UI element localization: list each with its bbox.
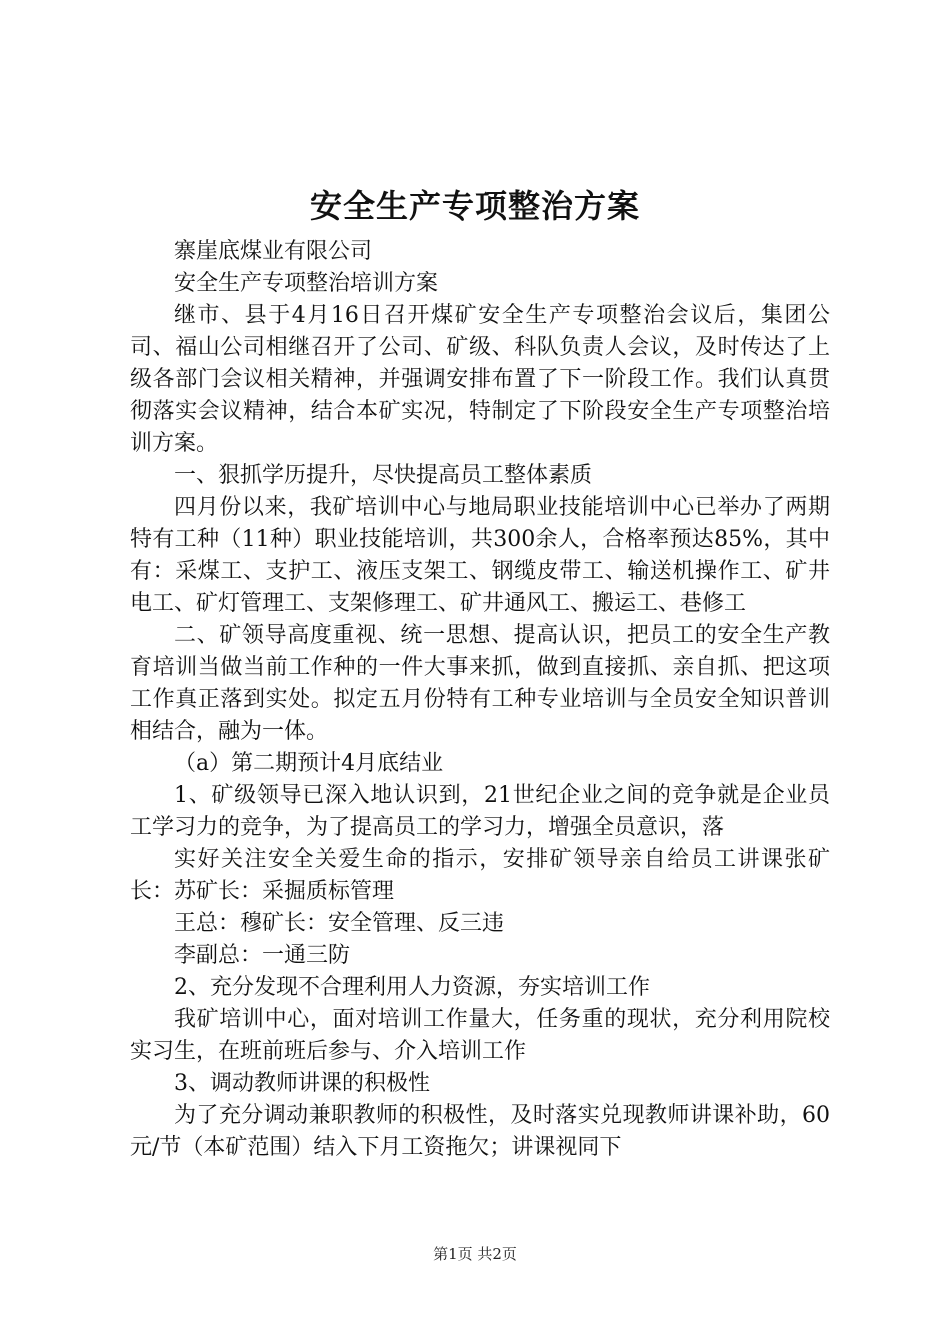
paragraph-training-summary: 四月份以来，我矿培训中心与地局职业技能培训中心已举办了两期特有工种（11种）职业技能培训，共300余人，合格率预达85%，其中有：采煤工、支护工、液压支架工、钢缆皮带工、输送机操作工、矿井电工、矿灯管理工、支架修理工、矿井通风工、搬运工、巷修工 — [130, 495, 830, 616]
item-3-detail: 为了充分调动兼职教师的积极性，及时落实兑现教师讲课补助，60元/节（本矿范围）结入下月工资拖欠；讲课视同下 — [130, 1103, 830, 1160]
subsection-a: （a）第二期预计4月底结业 — [174, 751, 444, 776]
document-title: 安全生产专项整治方案 — [309, 187, 640, 225]
paragraph-intro: 继市、县于4月16日召开煤矿安全生产专项整治会议后，集团公司、福山公司相继召开了公司、矿级、科队负责人会议，及时传达了上级各部门会议相关精神，并强调安排布置了下一阶段工作。我们认真贯彻落实会议精神，结合本矿实况，特制定了下阶段安全生产专项整治培训方案。 — [130, 303, 830, 456]
item-1: 1、矿级领导已深入地认识到，21世纪企业之间的竞争就是企业员工学习力的竞争，为了提高员工的学习力，增强全员意识，落 — [130, 783, 830, 840]
lecturer-line-2: 李副总：一通三防 — [174, 943, 351, 968]
section-heading-2: 二、矿领导高度重视、统一思想、提高认识，把员工的安全生产教育培训当做当前工作种的一件大事来抓，做到直接抓、亲自抓、把这项工作真正落到实处。拟定五月份特有工种专业培训与全员安全知识普训相结合，融为一体。 — [130, 623, 830, 744]
item-1-continued: 实好关注安全关爱生命的指示，安排矿领导亲自给员工讲课张矿长：苏矿长：采掘质标管理 — [130, 847, 830, 904]
item-2: 2、充分发现不合理利用人力资源，夯实培训工作 — [174, 975, 650, 1000]
item-3: 3、调动教师讲课的积极性 — [174, 1071, 430, 1096]
item-2-detail: 我矿培训中心，面对培训工作量大，任务重的现状，充分利用院校实习生，在班前班后参与、介入培训工作 — [130, 1007, 830, 1064]
plan-subtitle: 安全生产专项整治培训方案 — [174, 271, 439, 296]
section-heading-1: 一、狠抓学历提升，尽快提高员工整体素质 — [174, 463, 593, 488]
document-body — [130, 236, 830, 1164]
lecturer-line-1: 王总：穆矿长：安全管理、反三违 — [174, 911, 505, 936]
company-name: 寨崖底煤业有限公司 — [174, 239, 373, 264]
page-number-footer: 第1页 共2页 — [433, 1245, 517, 1263]
